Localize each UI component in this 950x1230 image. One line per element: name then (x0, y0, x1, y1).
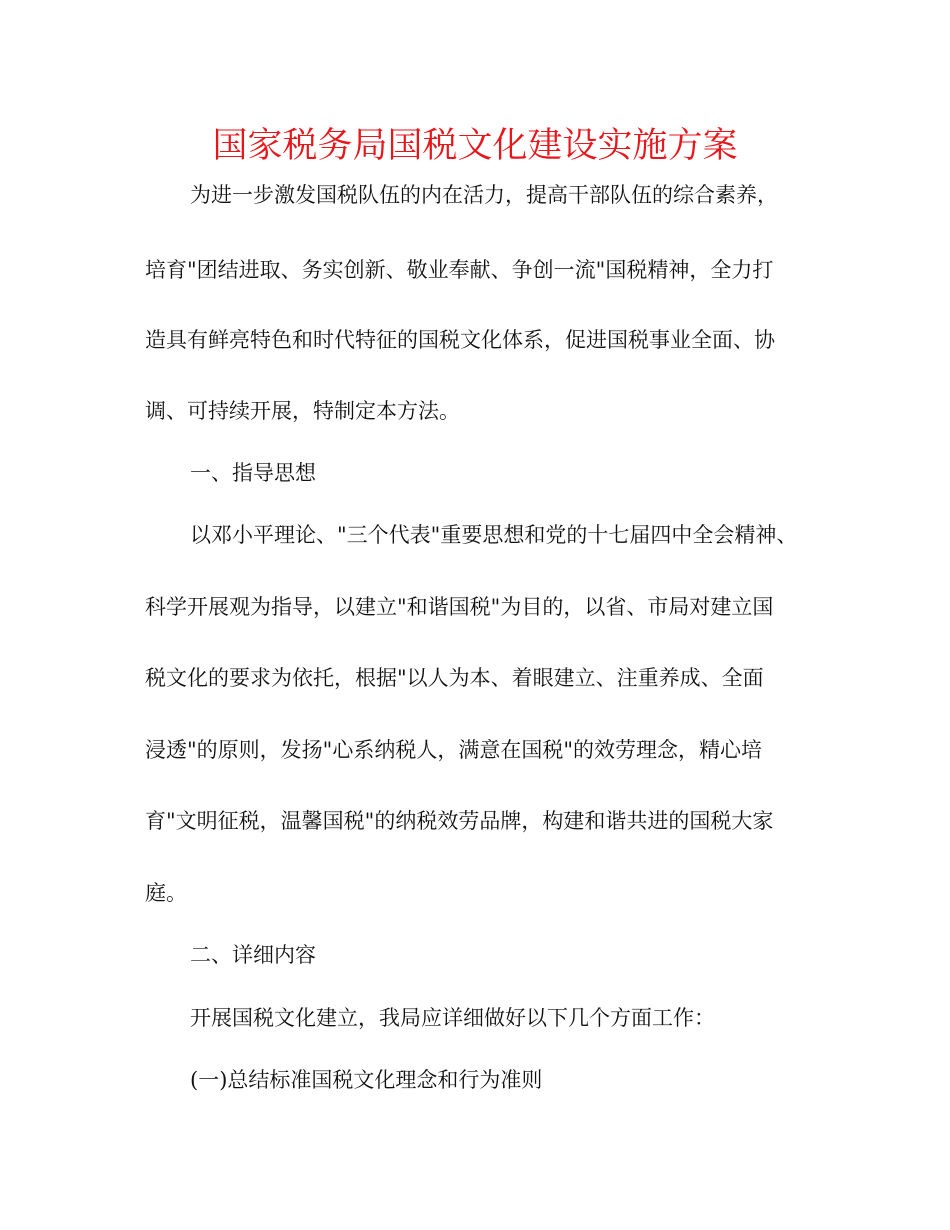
paragraph-2-line-2: 科学开展观为指导，以建立"和谐国税"为目的，以省、市局对建立国 (145, 595, 774, 619)
paragraph-2-line-6: 庭。 (145, 881, 187, 905)
paragraph-3-line-1: 开展国税文化建立，我局应详细做好以下几个方面工作： (190, 1006, 715, 1030)
paragraph-1-line-1: 为进一步激发国税队伍的内在活力，提高干部队伍的综合素养， (190, 183, 778, 207)
section-heading-guiding-ideology: 一、指导思想 (190, 461, 316, 485)
paragraph-1-line-3: 造具有鲜亮特色和时代特征的国税文化体系，促进国税事业全面、协 (145, 328, 775, 352)
paragraph-2-line-3: 税文化的要求为依托，根据"以人为本、着眼建立、注重养成、全面 (145, 666, 764, 690)
subsection-heading-1: (一)总结标准国税文化理念和行为准则 (190, 1068, 543, 1092)
paragraph-2-line-1: 以邓小平理论、"三个代表"重要思想和党的十七届四中全会精神、 (190, 523, 798, 547)
document-title: 国家税务局国税文化建设实施方案 (212, 126, 738, 166)
section-heading-detailed-content: 二、详细内容 (190, 943, 316, 967)
paragraph-1-line-2: 培育"团结进取、务实创新、敬业奉献、争创一流"国税精神，全力打 (145, 258, 774, 282)
paragraph-2-line-4: 浸透"的原则，发扬"心系纳税人，满意在国税"的效劳理念，精心培 (145, 738, 762, 762)
paragraph-2-line-5: 育"文明征税，温馨国税"的纳税效劳品牌，构建和谐共进的国税大家 (145, 809, 774, 833)
paragraph-1-line-4: 调、可持续开展，特制定本方法。 (145, 399, 460, 423)
